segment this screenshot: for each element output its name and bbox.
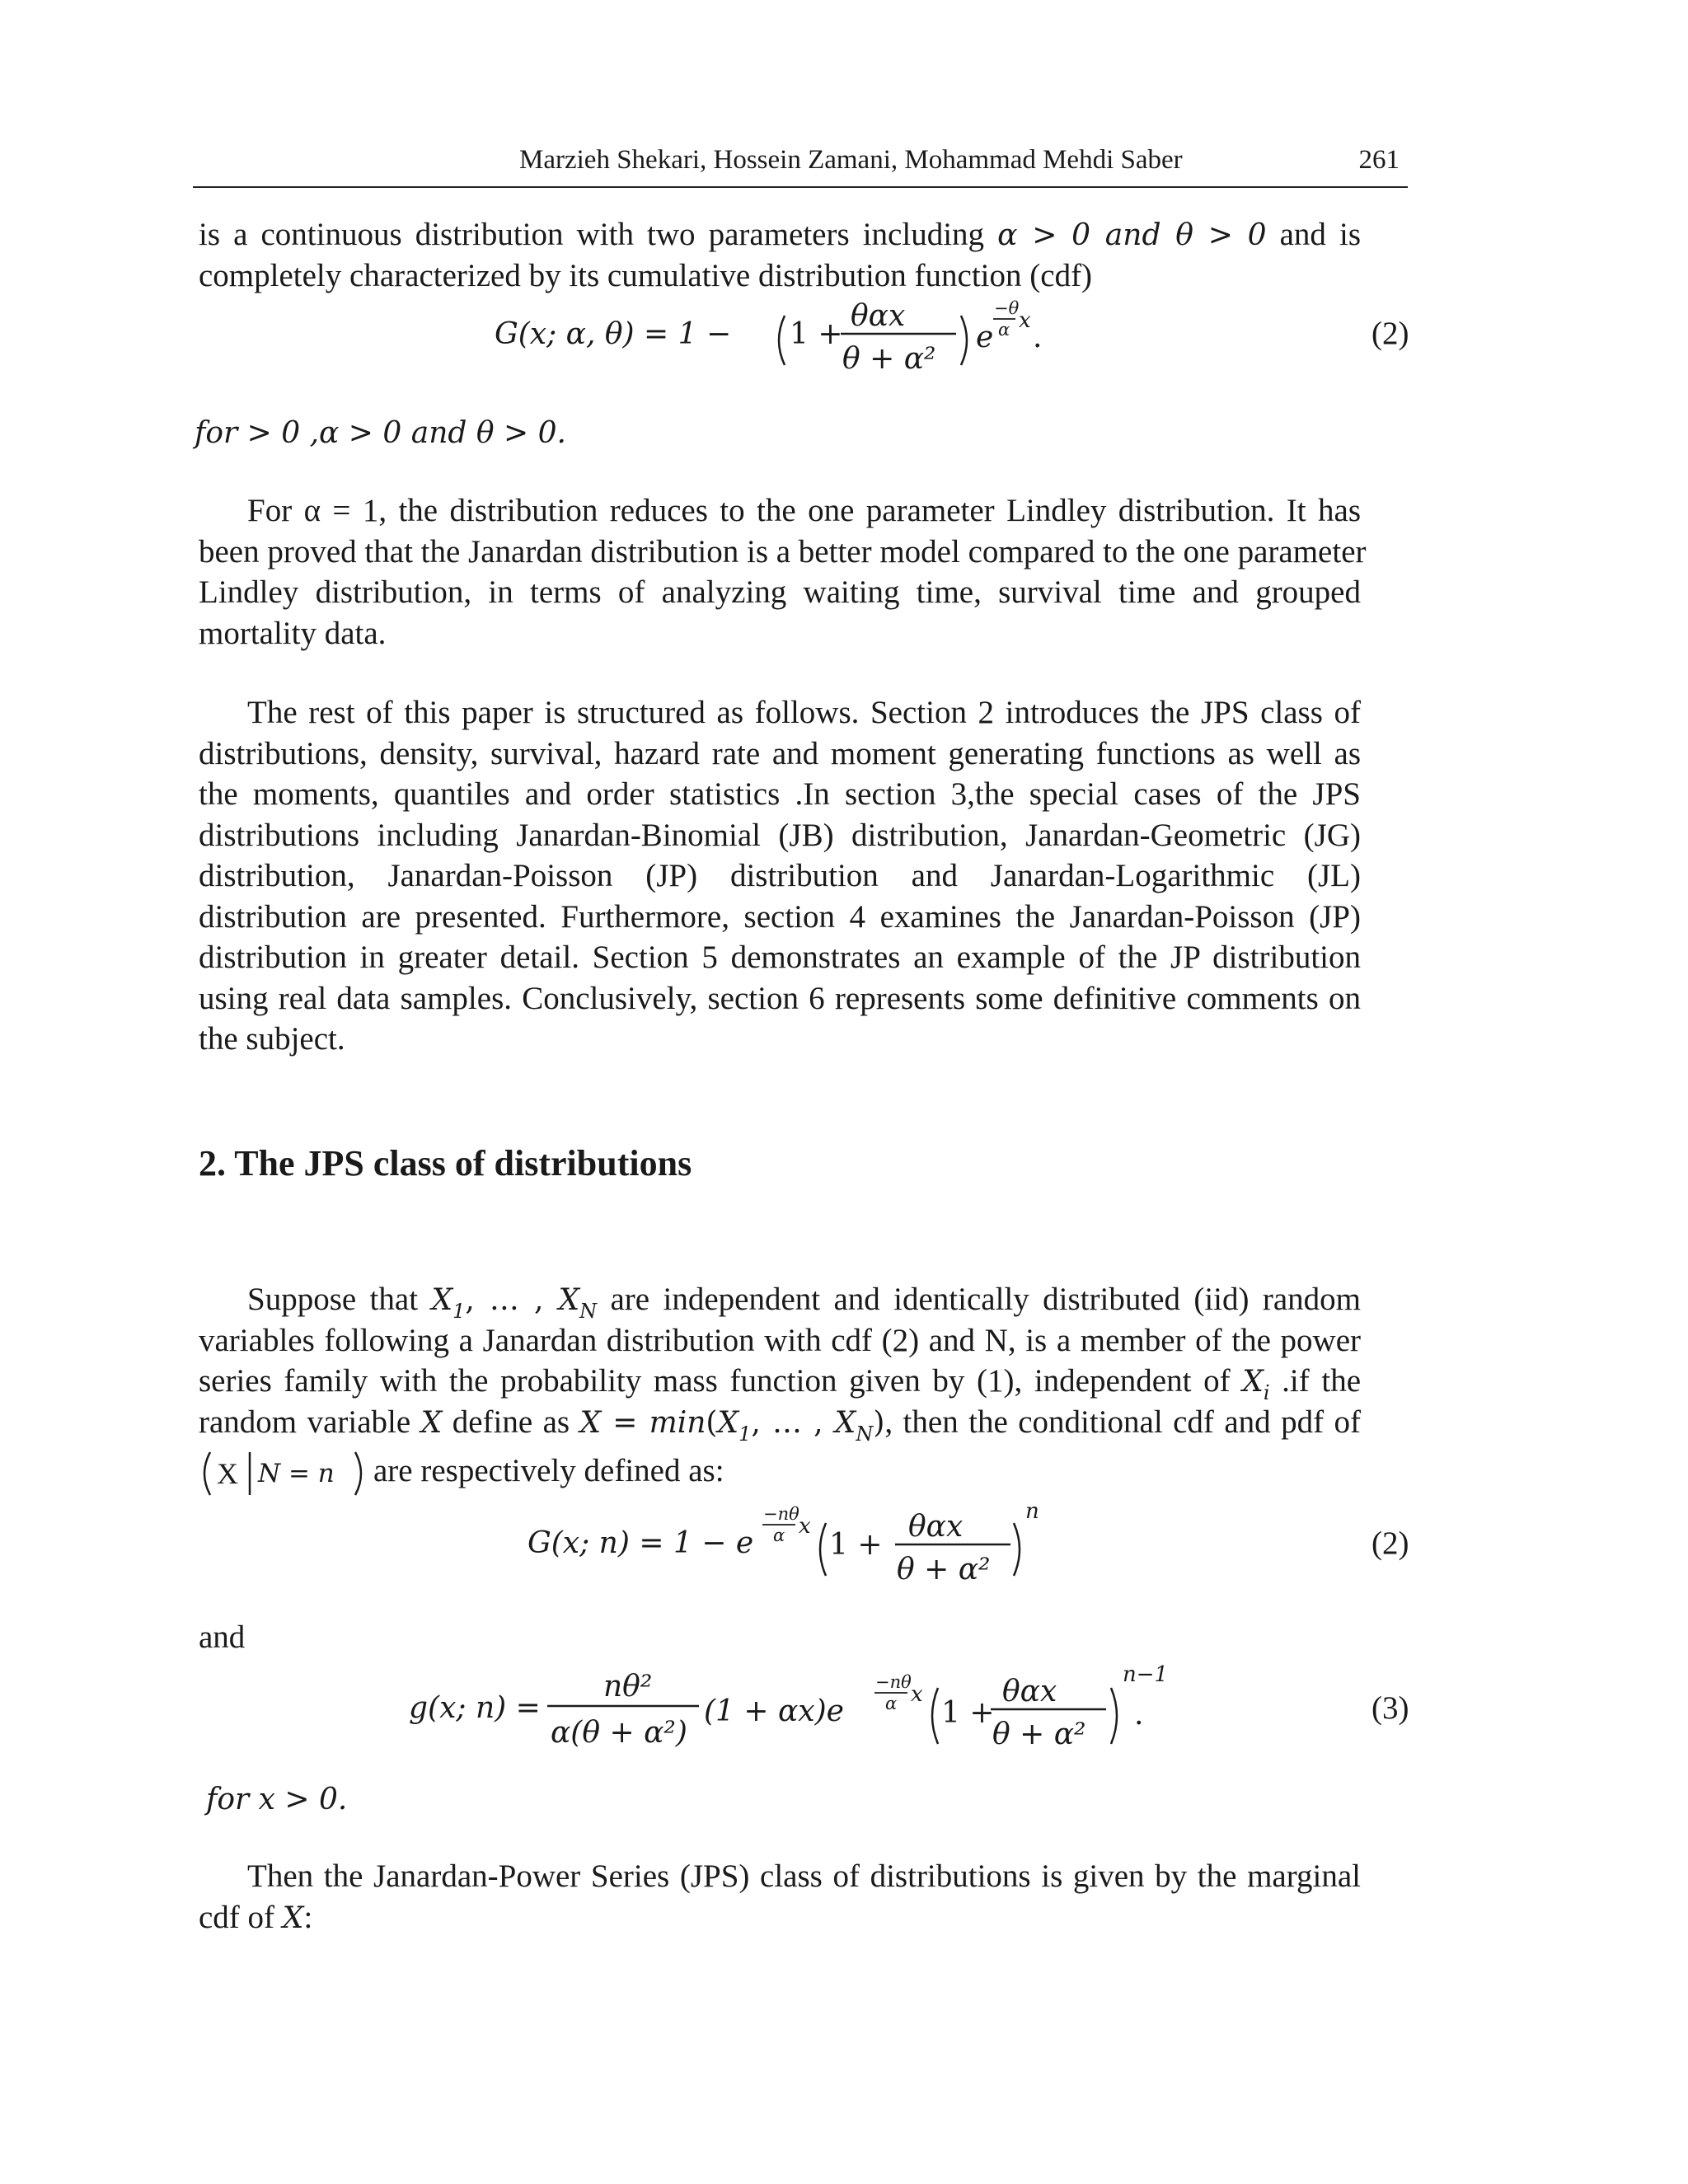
eq3-paren-right [1111,1688,1117,1744]
eq3-lhs: g(x; n) = [409,1691,541,1725]
eq3-exp-x: x [911,1682,923,1707]
eq1-paren-left [779,316,785,365]
eq1-e: e [976,321,994,354]
lindley-line-4: mortality data. [199,615,387,651]
eq2-exp-den: α [773,1526,785,1545]
eq2-number: (2) [1372,1526,1409,1561]
suppose-line-1: Suppose that $X_1$, … , $X_N$ are independent and identically distributed (iid) random [247,1282,1362,1323]
eq3-one-plus: 1 + [941,1696,995,1730]
lindley-paragraph [199,490,1367,654]
header-authors: Marzieh Shekari, Hossein Zamani, Mohammad Mehdi Saber [519,145,1183,175]
equation-conditional-cdf [528,1498,1039,1597]
then-paragraph [199,1856,1361,1938]
structure-line-7: distribution in greater detail. Section 5 demonstrates an example of the JP distribution [199,940,1361,975]
domain-line-1: for > 0 ,α > 0 and θ > 0. [195,416,566,450]
then-line-1: Then the Janardan-Power Series (JPS) class of distributions is given by the marginal [247,1858,1361,1894]
structure-paragraph [199,692,1361,1060]
eq1-paren-right [961,316,967,365]
running-header [193,145,1408,188]
eq1-one-plus: 1 + [790,317,843,351]
eq2-exp-x: x [799,1514,811,1539]
structure-line-9: the subject. [199,1021,345,1057]
eq3-denominator-1: α(θ + α²) [551,1716,687,1750]
structure-line-8: using real data samples. Conclusively, section 6 represents some definitive comments on [199,980,1361,1016]
eq2-lhs: G(x; n) = 1 − e [528,1526,754,1560]
suppose-line-2: variables following a Janardan distribution with cdf (2) and N, is a member of the power [199,1322,1361,1358]
structure-line-1: The rest of this paper is structured as follows. Section 2 introduces the JPS class of [247,695,1361,730]
eq3-mid: (1 + αx)e [704,1694,844,1728]
eq3-exp-den: α [885,1694,898,1713]
structure-line-4: distributions including Janardan-Binomial (JB) distribution, Janardan-Geometric (JG) [199,817,1361,853]
eq3-numerator-1: nθ² [603,1670,653,1704]
eq1-exp-num: −θ [994,298,1020,318]
eq3-numerator-2: θαx [1002,1675,1057,1708]
cond-Nn: N = n [258,1459,335,1488]
section-heading: 2. The JPS class of distributions [199,1143,692,1183]
structure-line-6: distribution are presented. Furthermore, section 4 examines the Janardan-Poisson (JP) [199,898,1361,935]
eq3-period: . [1134,1698,1144,1732]
conditional-bracket [199,1449,393,1498]
eq1-exp-den: α [998,320,1010,340]
structure-line-5: distribution, Janardan-Poisson (JP) distribution and Janardan-Logarithmic (JL) [199,858,1361,893]
eq2-exp-num: −nθ [763,1504,799,1524]
cond-rest: are respectively defined as: [373,1453,724,1488]
eq1-numerator: θαx [851,299,906,333]
lindley-line-3: Lindley distribution, in terms of analyzing waiting time, survival time and grouped [199,574,1361,610]
eq3-paren-left [932,1688,938,1744]
intro-paragraph [199,214,1361,296]
page-number: 261 [1358,145,1400,175]
eq1-period: . [1033,321,1043,354]
eq2-one-plus: 1 + [829,1528,883,1562]
suppose-line-3: series family with the probability mass function given by (1), independent of $X_i$ .if the [199,1363,1362,1404]
eq3-power: n−1 [1123,1662,1169,1687]
suppose-paragraph [199,1279,1362,1446]
lindley-line-2: been proved that the Janardan distribution is a better model compared to the one parameter [199,533,1367,569]
eq2-power: n [1025,1499,1039,1524]
eq3-exp-num: −nθ [875,1672,912,1692]
intro-line-1: is a continuous distribution with two parameters including α > 0 and θ > 0 and is [199,217,1362,252]
eq2-paren-right [1014,1523,1020,1576]
eq1-lhs: G(x; α, θ) = 1 − [495,317,732,351]
eq3-denominator-2: θ + α² [992,1718,1086,1751]
lindley-line-1: For α = 1, the distribution reduces to the one parameter Lindley distribution. It has [247,493,1361,528]
intro-line-2: completely characterized by its cumulative distribution function (cdf) [199,257,1093,293]
eq1-number: (2) [1372,316,1409,351]
eq2-numerator: θαx [908,1510,964,1544]
structure-line-2: distributions, density, survival, hazard rate and moment generating functions as well as [199,735,1361,771]
and-word: and [199,1619,246,1655]
equation-conditional-pdf [409,1657,1169,1764]
structure-line-3: the moments, quantiles and order statistics .In section 3,the special cases of the JPS [199,776,1361,812]
equation-cdf [495,293,1071,400]
cond-X: X [217,1457,238,1490]
eq1-exp-x: x [1019,308,1031,333]
eq1-denominator: θ + α² [842,342,936,376]
eq2-paren-left [820,1523,826,1576]
then-line-2: cdf of X: [199,1899,313,1935]
suppose-line-4: random variable X define as $X = \min(X_1$, … , $X_N$), then the conditional cdf and pdf of [199,1404,1362,1446]
domain-line-2: for x > 0. [206,1783,348,1816]
eq2-denominator: θ + α² [897,1553,991,1586]
eq3-number: (3) [1372,1690,1409,1726]
